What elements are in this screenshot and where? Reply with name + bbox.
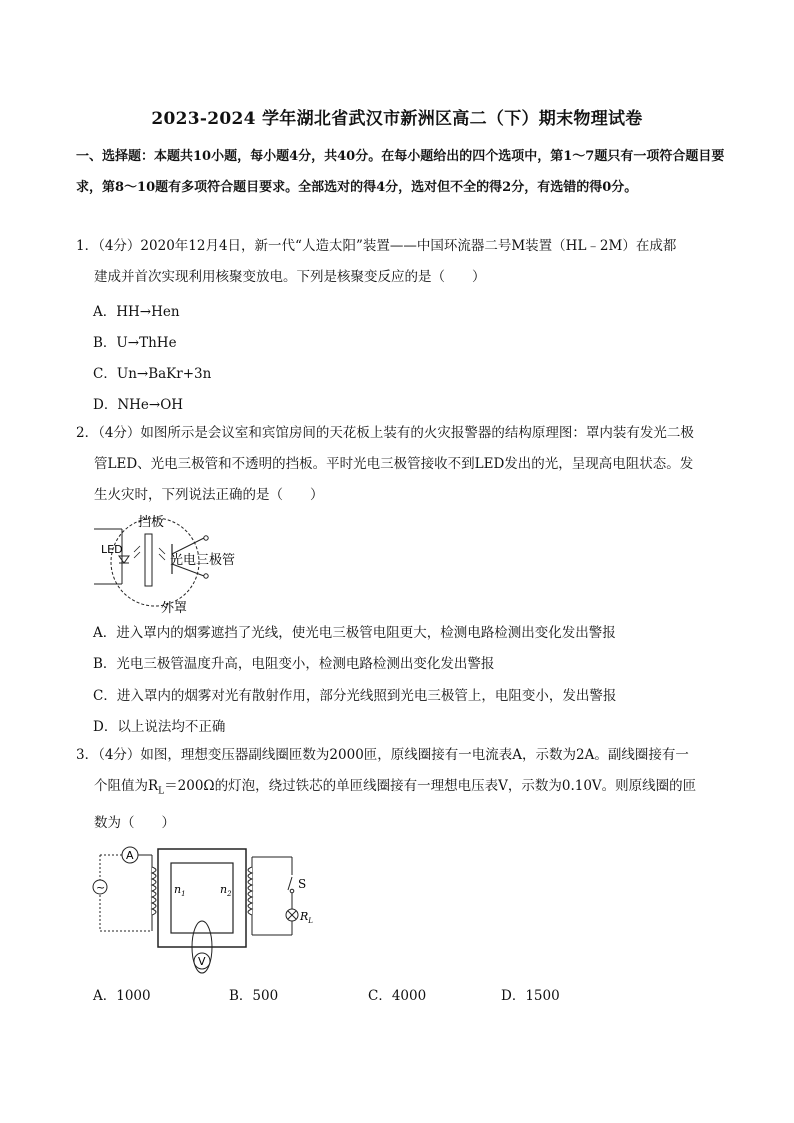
- transformer-circuit-diagram: [92, 843, 312, 971]
- question-2-option-d[interactable]: D．以上说法均不正确: [93, 719, 226, 735]
- question-number: 3．: [76, 747, 99, 763]
- question-1-option-a[interactable]: A．HH→Hen: [93, 304, 180, 320]
- question-number: 2．: [76, 425, 99, 441]
- resistor-label: $R_L$: [300, 910, 313, 925]
- question-2-stem: [76, 418, 728, 511]
- question-3-option-a[interactable]: A．1000: [93, 988, 151, 1004]
- question-text: 个阻值为$R_L=200\Omega$的灯泡，绕过铁芯的单匝线圈接有一理想电压表V，示数为0.10V。则原线圈的匝: [94, 778, 697, 797]
- question-1-option-b[interactable]: B．U→ThHe: [93, 335, 177, 351]
- switch-icon: [288, 877, 292, 890]
- label-baffle: 挡板: [138, 515, 165, 530]
- voltmeter-label: V: [198, 955, 206, 968]
- fire-alarm-diagram: [92, 512, 262, 616]
- question-1-option-c[interactable]: C．Un→BaKr+3n: [93, 366, 212, 382]
- question-2-option-c[interactable]: C．进入罩内的烟雾对光有散射作用，部分光线照到光电三极管上，电阻变小，发出警报: [93, 688, 617, 704]
- question-text: 管LED、光电三极管和不透明的挡板。平时光电三极管接收不到LED发出的光，呈现高电阻状态。发: [94, 456, 694, 472]
- question-text: 生火灾时，下列说法正确的是（ ）: [94, 487, 324, 503]
- question-2-option-a[interactable]: A．进入罩内的烟雾遮挡了光线，使光电三极管电阻更大，检测电路检测出变化发出警报: [93, 625, 616, 641]
- baffle: [145, 534, 152, 586]
- label-phototransistor: 光电三极管: [170, 553, 236, 568]
- primary-coil: [152, 867, 156, 915]
- question-3-option-d[interactable]: D．1500: [501, 988, 560, 1004]
- question-1-option-d[interactable]: D．NHe→OH: [93, 397, 184, 413]
- n2-label: $n_2$: [220, 883, 232, 898]
- question-text: （4分）2020年12月4日，新一代“人造太阳”装置——中国环流器二号M装置（HL﹣2M）在成都: [98, 238, 677, 254]
- question-text: （4分）如图所示是会议室和宾馆房间的天花板上装有的火灾报警器的结构原理图：罩内装有发光二极: [98, 425, 694, 441]
- question-number: 1．: [76, 238, 99, 254]
- question-1-stem: [76, 231, 728, 293]
- n1-label: $n_1$: [174, 883, 186, 898]
- iron-core-inner: [171, 863, 233, 933]
- question-text: （4分）如图，理想变压器副线圈匝数为2000匝，原线圈接有一电流表A，示数为2A。副线圈接有一: [98, 747, 689, 763]
- question-text: 数为（ ）: [94, 814, 175, 831]
- section-heading: 一、选择题：本题共10小题，每小题4分，共40分。在每小题给出的四个选项中，第1～7题只有一项符合题目要求，第8～10题有多项符合题目要求。全部选对的得4分，选对但不全的得2分，有选错的得0分。: [76, 149, 725, 195]
- label-led: LED: [101, 543, 123, 556]
- question-3-options: [93, 984, 613, 1006]
- label-cover: 外罩: [161, 601, 188, 616]
- question-3-option-c[interactable]: C．4000: [368, 988, 427, 1004]
- question-2-option-b[interactable]: B．光电三极管温度升高，电阻变小，检测电路检测出变化发出警报: [93, 656, 495, 672]
- ammeter-label: A: [126, 849, 134, 862]
- exam-title: 2023-2024 学年湖北省武汉市新洲区高二（下）期末物理试卷: [151, 109, 643, 129]
- led-symbol: [119, 556, 129, 563]
- question-3-option-b[interactable]: B．500: [229, 988, 279, 1004]
- svg-text:~: ~: [96, 881, 106, 894]
- question-text: 建成并首次实现利用核聚变放电。下列是核聚变反应的是（ ）: [94, 269, 486, 285]
- secondary-coil: [248, 867, 252, 915]
- question-3-stem: [76, 740, 728, 839]
- switch-label: S: [298, 877, 307, 891]
